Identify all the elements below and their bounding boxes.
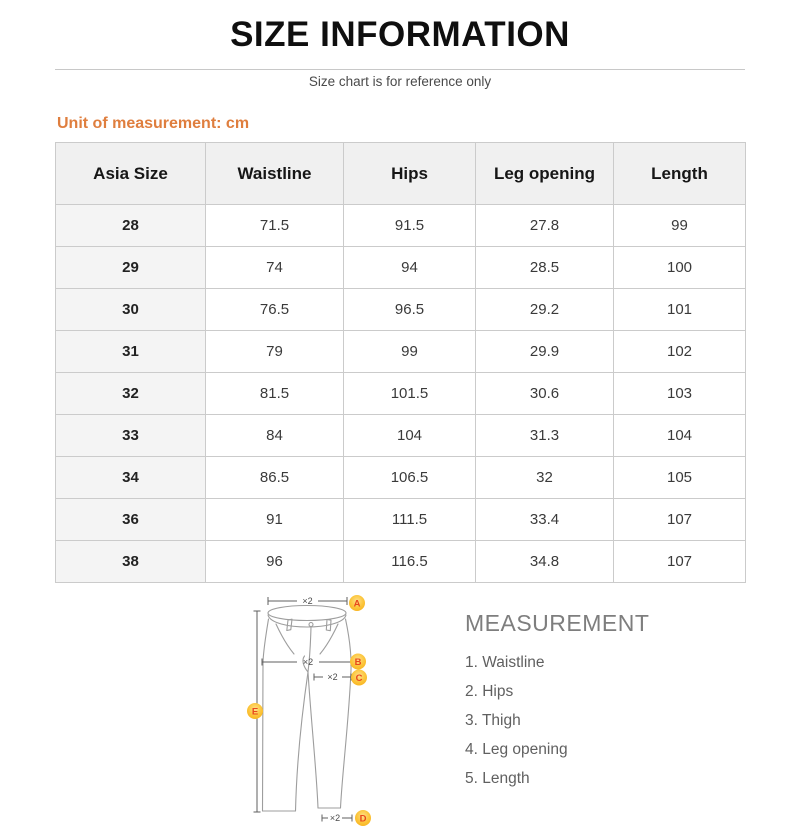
table-cell: 104 (614, 415, 746, 457)
size-cell: 30 (56, 289, 206, 331)
table-row (56, 331, 746, 373)
table-cell: 81.5 (206, 373, 344, 415)
table-cell: 96 (206, 541, 344, 583)
table-cell: 104 (344, 415, 476, 457)
table-cell: 105 (614, 457, 746, 499)
table-row (56, 247, 746, 289)
measurement-list (465, 654, 649, 788)
measurement-item: 2. Hips (465, 683, 514, 700)
page-title: SIZE INFORMATION (230, 15, 570, 54)
table-cell: 30.6 (476, 373, 614, 415)
table-cell: 86.5 (206, 457, 344, 499)
measurement-legend (465, 610, 649, 799)
table-cell: 100 (614, 247, 746, 289)
size-cell: 36 (56, 499, 206, 541)
table-row (56, 289, 746, 331)
table-row (56, 457, 746, 499)
marker-b-letter: B (354, 657, 362, 668)
table-cell: 74 (206, 247, 344, 289)
pants-measurement-diagram (243, 590, 383, 827)
table-cell: 116.5 (344, 541, 476, 583)
table-row (56, 373, 746, 415)
page-subtitle: Size chart is for reference only (308, 74, 492, 89)
table-cell: 111.5 (344, 499, 476, 541)
measurement-section (0, 590, 800, 827)
table-cell: 29.2 (476, 289, 614, 331)
measurement-markers (247, 595, 371, 826)
table-cell: 99 (344, 331, 476, 373)
measurement-item: 5. Length (465, 770, 530, 787)
table-cell: 79 (206, 331, 344, 373)
table-cell: 103 (614, 373, 746, 415)
table-cell: 101 (614, 289, 746, 331)
table-cell: 91 (206, 499, 344, 541)
table-cell: 107 (614, 541, 746, 583)
measurement-item: 4. Leg opening (465, 741, 568, 758)
marker-d-letter: D (359, 813, 367, 825)
table-cell: 99 (614, 205, 746, 247)
table-header-cell: Waistline (206, 143, 344, 205)
table-cell: 102 (614, 331, 746, 373)
measurement-item: 3. Thigh (465, 712, 521, 729)
table-header-cell: Leg opening (476, 143, 614, 205)
size-cell: 33 (56, 415, 206, 457)
marker-c-letter: C (355, 673, 363, 684)
hips-x2-label: ×2 (302, 657, 314, 667)
table-cell: 71.5 (206, 205, 344, 247)
measurement-heading: MEASUREMENT (465, 610, 650, 636)
size-cell: 32 (56, 373, 206, 415)
size-cell: 34 (56, 457, 206, 499)
size-cell: 31 (56, 331, 206, 373)
size-cell: 29 (56, 247, 206, 289)
marker-e-letter: E (251, 706, 259, 718)
table-cell: 101.5 (344, 373, 476, 415)
table-cell: 76.5 (206, 289, 344, 331)
table-cell: 29.9 (476, 331, 614, 373)
table-row (56, 541, 746, 583)
unit-of-measurement-note: Unit of measurement: cm (57, 115, 250, 132)
marker-a-letter: A (353, 598, 361, 610)
table-cell: 94 (344, 247, 476, 289)
table-cell: 31.3 (476, 415, 614, 457)
waist-x2-label: ×2 (302, 596, 313, 606)
table-cell: 32 (476, 457, 614, 499)
leg-opening-x2-label: ×2 (329, 813, 341, 823)
table-cell: 27.8 (476, 205, 614, 247)
table-cell: 33.4 (476, 499, 614, 541)
table-header-cell: Asia Size (56, 143, 206, 205)
table-cell: 106.5 (344, 457, 476, 499)
title-divider (55, 69, 745, 70)
table-cell: 107 (614, 499, 746, 541)
size-cell: 38 (56, 541, 206, 583)
thigh-x2-label: ×2 (327, 672, 338, 682)
table-cell: 28.5 (476, 247, 614, 289)
table-header-cell: Hips (344, 143, 476, 205)
pants-outline (263, 606, 352, 812)
table-row (56, 499, 746, 541)
size-table (55, 142, 746, 583)
size-cell: 28 (56, 205, 206, 247)
measurement-item: 1. Waistline (465, 654, 545, 671)
table-row (56, 415, 746, 457)
table-cell: 34.8 (476, 541, 614, 583)
table-row (56, 205, 746, 247)
table-cell: 91.5 (344, 205, 476, 247)
table-header-cell: Length (614, 143, 746, 205)
table-cell: 96.5 (344, 289, 476, 331)
table-header-row (56, 143, 746, 205)
table-cell: 84 (206, 415, 344, 457)
